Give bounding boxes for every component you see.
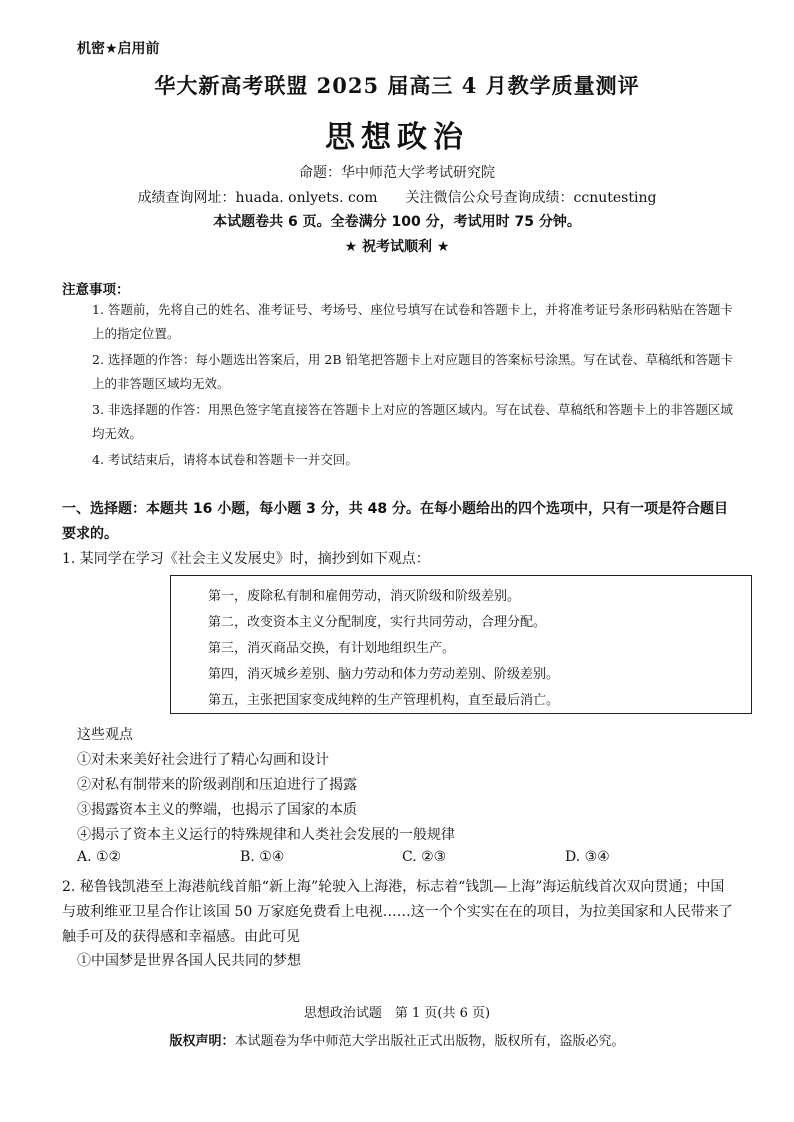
choice-c: C. ②③ [402, 849, 447, 865]
choice-b: B. ①④ [240, 849, 285, 865]
copyright-text: 本试题卷为华中师范大学出版社正式出版物，版权所有，盗版必究。 [234, 1034, 625, 1049]
quote-line: 第三，消灭商品交换，有计划地组织生产。 [208, 641, 456, 656]
notice-item: 4. 考试结束后，请将本试卷和答题卡一并交回。 [92, 452, 358, 467]
subject-title: 思想政治 [325, 120, 469, 155]
notice-heading: 注意事项： [62, 282, 130, 298]
quote-line: 第二，改变资本主义分配制度，实行共同劳动，合理分配。 [208, 615, 547, 630]
statement: ④揭示了资本主义运行的特殊规律和人类社会发展的一般规律 [77, 827, 455, 843]
page-footer: 思想政治试题 第 1 页(共 6 页) [303, 1006, 491, 1021]
exam-info: 本试题卷共 6 页。全卷满分 100 分，考试用时 75 分钟。 [213, 214, 581, 230]
statement: ②对私有制带来的阶级剥削和压迫进行了揭露 [77, 777, 357, 793]
notice-item: 3. 非选择题的作答：用黑色签字笔直接答在答题卡上对应的答题区域内。写在试卷、草稿纸和答题卡上的非答题区域均无效。 [92, 402, 733, 441]
quote-line: 第五，主张把国家变成纯粹的生产管理机构，直至最后消亡。 [208, 693, 560, 708]
statement: ③揭露资本主义的弊端，也揭示了国家的本质 [77, 802, 357, 818]
question-1-stem: 1. 某同学在学习《社会主义发展史》时，摘抄到如下观点： [62, 551, 430, 567]
statement: ①中国梦是世界各国人民共同的梦想 [77, 953, 301, 969]
choice-d: D. ③④ [565, 849, 610, 865]
author-line: 命题：华中师范大学考试研究院 [299, 165, 495, 181]
notice-item: 2. 选择题的作答：每小题选出答案后，用 2B 铅笔把答题卡上对应题目的答案标号涂黑。写在试卷、草稿纸和答题卡上的非答题区域均无效。 [92, 352, 733, 391]
quote-line: 第一，废除私有制和雇佣劳动，消灭阶级和阶级差别。 [208, 589, 521, 604]
exam-title: 华大新高考联盟 2025 届高三 4 月教学质量测评 [154, 73, 640, 98]
choice-a: A. ①② [77, 849, 122, 865]
copyright-notice [0, 1030, 794, 1049]
score-site: 成绩查询网址：huada. onlyets. com [137, 190, 378, 206]
statement: ①对未来美好社会进行了精心勾画和设计 [77, 752, 329, 768]
section-title: 一、选择题：本题共 16 小题，每小题 3 分，共 48 分。在每小题给出的四个选项中，只有一项是符合题目要求的。 [62, 501, 728, 542]
good-luck: ★ 祝考试顺利 ★ [344, 239, 450, 255]
question-1-lead: 这些观点 [77, 727, 133, 743]
notice-item: 1. 答题前，先将自己的姓名、准考证号、考场号、座位号填写在试卷和答题卡上，并将准考证号条形码粘贴在答题卡上的指定位置。 [92, 302, 733, 341]
copyright-label: 版权声明： [169, 1034, 235, 1049]
confidential-label: 机密★启用前 [77, 41, 160, 57]
question-2-stem: 2. 秘鲁钱凯港至上海港航线首船“新上海”轮驶入上海港，标志着“钱凯—上海”海运航线首次双向贯通；中国与玻利维亚卫星合作让该国 50 万家庭免费看上电视……这一个个实实在在的项目，为拉美国家和人民带来了触手可及的获得感和幸福感。由此可见 [62, 879, 733, 945]
quote-line: 第四，消灭城乡差别、脑力劳动和体力劳动差别、阶级差别。 [208, 667, 560, 682]
wechat-info: 关注微信公众号查询成绩：ccnutesting [405, 190, 657, 206]
score-query-line [0, 187, 794, 207]
